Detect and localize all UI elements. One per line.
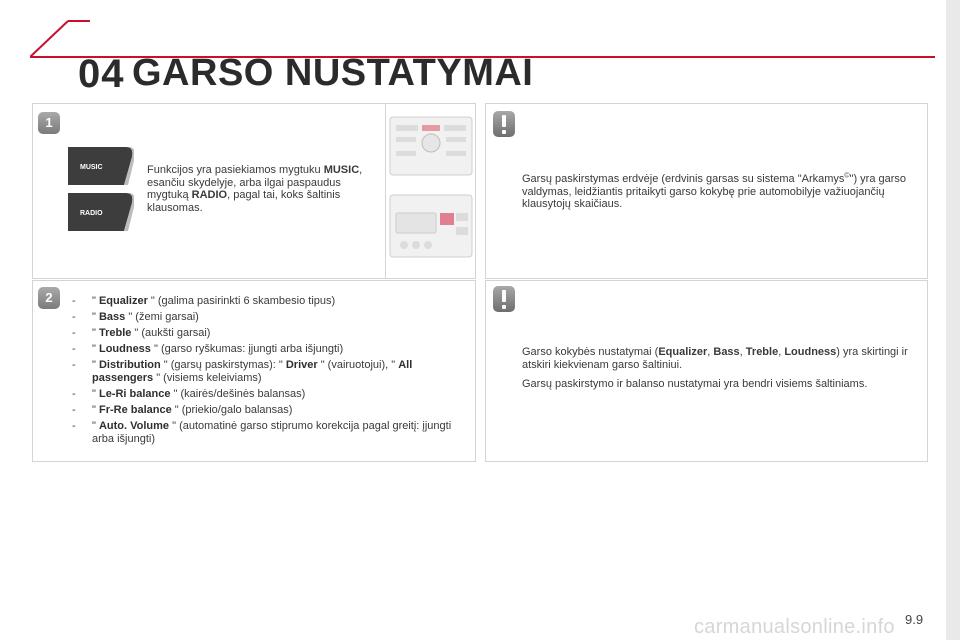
music-button-image xyxy=(68,147,134,185)
list-item: - " Loudness " (garso ryškumas: įjungti arba išjungti) xyxy=(72,343,344,356)
note-paragraph-2: Garsų paskirstymo ir balanso nustatymai yra bendri visiems šaltiniams. xyxy=(522,378,868,390)
note-arkamys: Garsų paskirstymas erdvėje (erdvinis garsas su sistema "Arkamys©") yra garso valdymas, leidžiantis pritaikyti garso kokybę prie automobilyje važiuojančių klausytojų skaičiaus. xyxy=(522,172,907,210)
radio-faceplate-drawing xyxy=(386,103,476,279)
step-1-badge: 1 xyxy=(38,112,60,134)
list-item: - " Bass " (žemi garsai) xyxy=(72,311,199,324)
note-paragraph-1: Garso kokybės nustatymai (Equalizer, Bass, Treble, Loudness) yra skirtingi ir atskiri kiekvienam garso šaltiniui. xyxy=(522,346,908,371)
radio-button-label: RADIO xyxy=(80,210,103,217)
music-button-label: MUSIC xyxy=(80,164,103,171)
list-item: - " Treble " (aukšti garsai) xyxy=(72,327,211,340)
list-item: - " Distribution " (garsų paskirstymas): " Driver " (vairuotojui), " All passengers " (visiems keleiviams) xyxy=(72,359,413,384)
chapter-number: 04 xyxy=(78,52,125,96)
step-1-instruction: Funkcijos yra pasiekiamos mygtuku MUSIC, esančiu skydelyje, arba ilgai paspaudus mygtuką RADIO, pagal tai, koks šaltinis klausomas. xyxy=(147,164,363,214)
radio-button-image xyxy=(68,193,134,231)
settings-list xyxy=(72,295,462,449)
watermark: carmanualsonline.info xyxy=(694,616,895,638)
page-side-strip xyxy=(946,0,960,640)
page-number: 9.9 xyxy=(905,612,924,627)
warning-icon xyxy=(493,111,515,137)
list-item: - " Auto. Volume " (automatinė garso stiprumo korekcija pagal greitį: įjungti arba išjungti) xyxy=(72,420,452,445)
page-title: GARSO NUSTATYMAI xyxy=(132,52,534,94)
list-item: - " Equalizer " (galima pasirinkti 6 skambesio tipus) xyxy=(72,295,336,307)
step-2-badge: 2 xyxy=(38,287,60,309)
list-item: - " Fr-Re balance " (priekio/galo balansas) xyxy=(72,404,293,417)
list-item: - " Le-Ri balance " (kairės/dešinės balansas) xyxy=(72,387,306,400)
note-sound-settings xyxy=(522,346,922,391)
radio-unit-illustration xyxy=(385,103,476,279)
warning-icon xyxy=(493,286,515,312)
